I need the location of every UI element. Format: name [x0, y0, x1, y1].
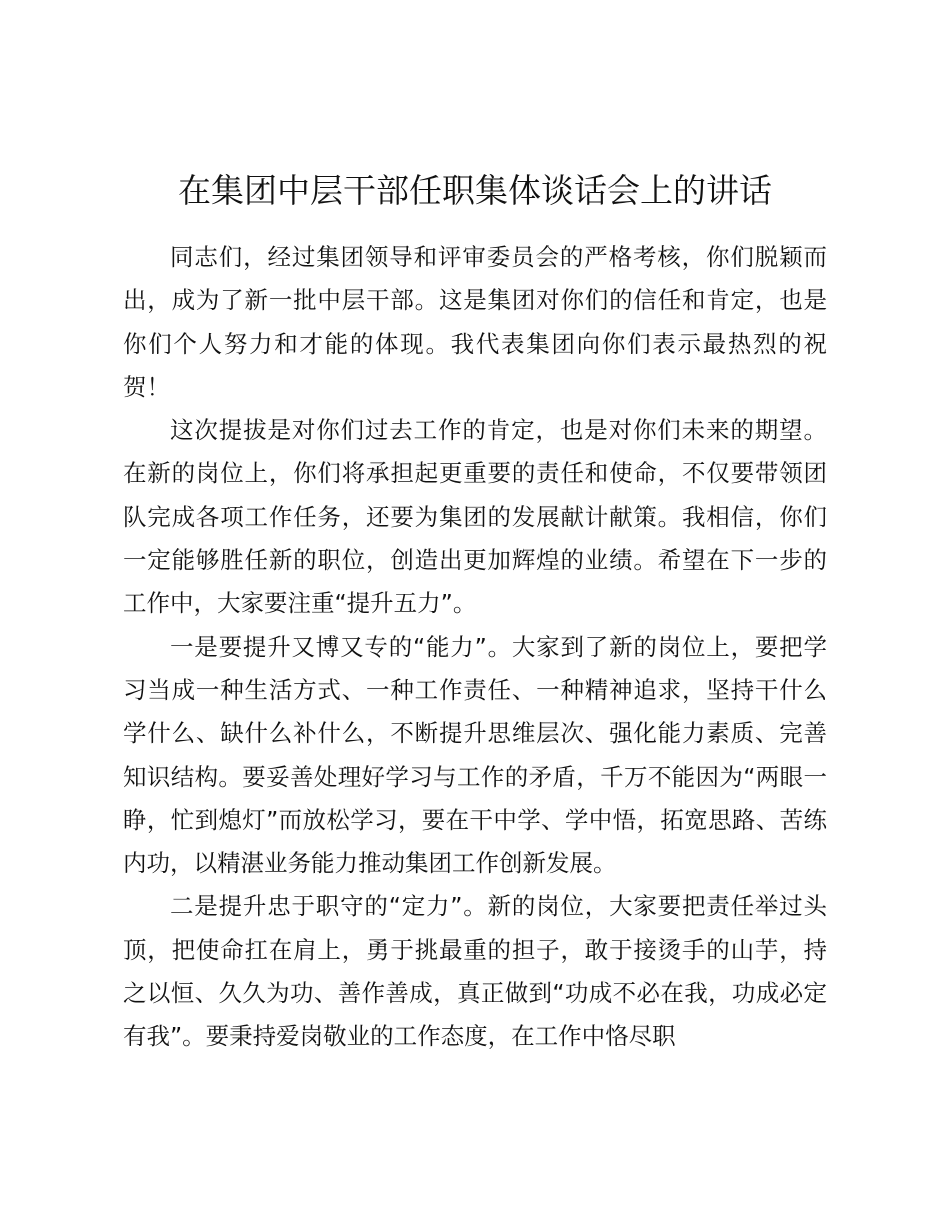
paragraph-3: 一是要提升又博又专的“能力”。大家到了新的岗位上，要把学习当成一种生活方式、一种工作责任、一种精神追求，坚持干什么学什么、缺什么补什么，不断提升思维层次、强化能力素质、完善知识结构。要妥善处理好学习与工作的矛盾，千万不能因为“两眼一睁，忙到熄灯”而放松学习，要在干中学、学中悟，拓宽思路、苦练内功，以精湛业务能力推动集团工作创新发展。 — [123, 632, 827, 878]
paragraph-4: 二是提升忠于职守的“定力”。新的岗位，大家要把责任举过头顶，把使命扛在肩上，勇于挑最重的担子，敢于接烫手的山芋，持之以恒、久久为功、善作善成，真正做到“功成不必在我，功成必定有我”。要秉持爱岗敬业的工作态度，在工作中恪尽职 — [123, 892, 827, 1051]
document-body — [123, 236, 827, 1059]
paragraph-2: 这次提拔是对你们过去工作的肯定，也是对你们未来的期望。在新的岗位上，你们将承担起更重要的责任和使命，不仅要带领团队完成各项工作任务，还要为集团的发展献计献策。我相信，你们一定能够胜任新的职位，创造出更加辉煌的业绩。希望在下一步的工作中，大家要注重“提升五力”。 — [123, 416, 827, 618]
paragraph-1: 同志们，经过集团领导和评审委员会的严格考核，你们脱颖而出，成为了新一批中层干部。这是集团对你们的信任和肯定，也是你们个人努力和才能的体现。我代表集团向你们表示最热烈的祝贺！ — [123, 243, 827, 401]
document-title: 在集团中层干部任职集体谈话会上的讲话 — [178, 171, 772, 210]
